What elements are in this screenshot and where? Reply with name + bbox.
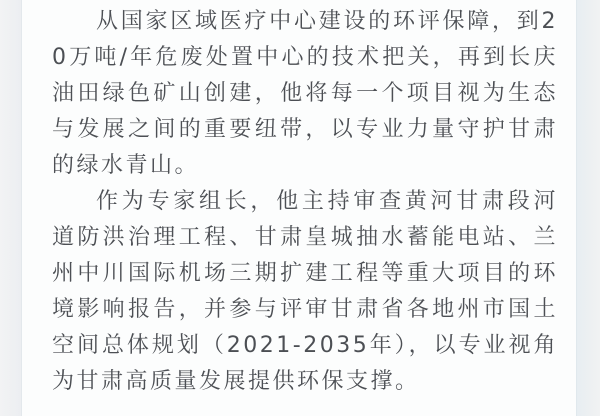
article-content-card [22,0,576,416]
article-paragraph-2: 作为专家组长，他主持审查黄河甘肃段河道防洪治理工程、甘肃皇城抽水蓄能电站、兰州中川国际机场三期扩建工程等重大项目的环境影响报告，并参与评审甘肃省各地州市国土空间总体规划（2021-2035年），以专业视角为甘肃高质量发展提供环保支撑。 [52,189,558,394]
right-margin-rail [576,0,600,416]
left-margin-rail [0,0,22,416]
article-paragraph-1: 从国家区域医疗中心建设的环评保障，到20万吨/年危废处置中心的技术把关，再到长庆油田绿色矿山创建，他将每一个项目视为生态与发展之间的重要纽带，以专业力量守护甘肃的绿水青山。 [52,9,558,178]
